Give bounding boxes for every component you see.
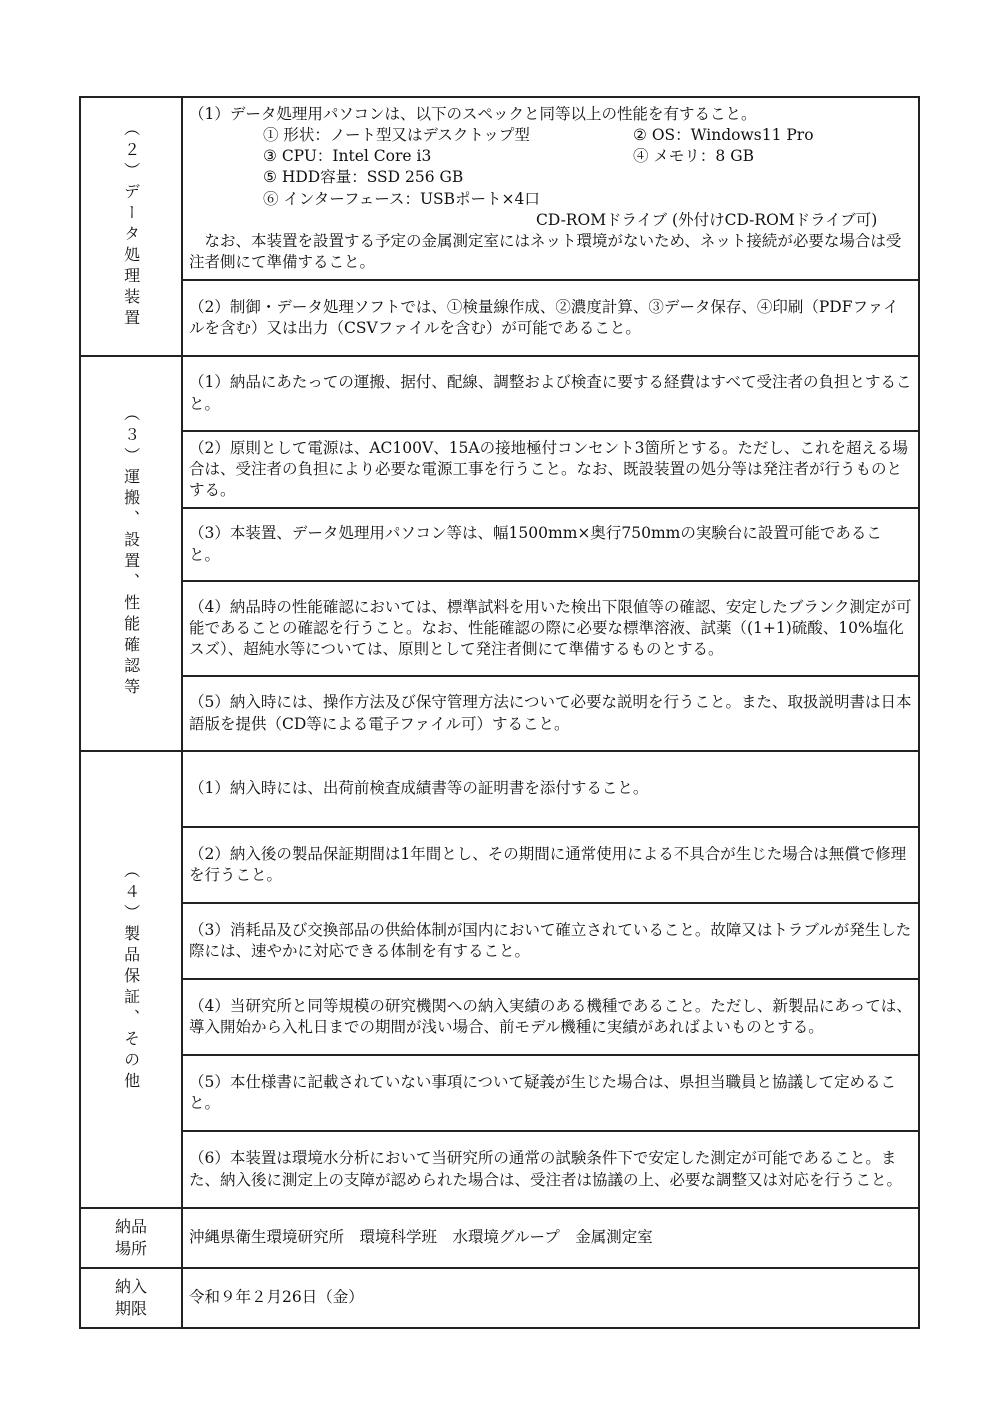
- section-label-data-processing: [80, 97, 182, 356]
- spec-cell: [182, 1055, 919, 1131]
- table-row: [80, 581, 919, 676]
- spec-text: （2）原則として電源は、AC100V、15Aの接地極付コンセント3箇所とする。ただし、これを超える場合は、受注者の負担により必要な電源工事を行うこと。なお、既設装置の処分等は発注者が行うものとする。: [189, 438, 908, 500]
- table-row: [80, 827, 919, 903]
- label-line: 場所: [114, 1239, 147, 1258]
- spec-text: （4）当研究所と同等規模の研究機関への納入実績のある機種であること。ただし、新製品にあっては、導入開始から入札日までの期間が浅い場合、前モデル機種に実績があればよいものとする。: [189, 996, 912, 1036]
- spec-cell: [182, 356, 919, 431]
- section-label-installation: [80, 356, 182, 751]
- table-row: [80, 97, 919, 280]
- table-row: [80, 751, 919, 827]
- spec-item: ⑥ インターフェース：USBポート×4口: [263, 189, 540, 208]
- section-label-warranty: [80, 751, 182, 1208]
- spec-text: （2）制御・データ処理ソフトでは、①検量線作成、②濃度計算、③データ保存、④印刷（PDFファイルを含む）又は出力（CSVファイルを含む）が可能であること。: [189, 297, 899, 337]
- spec-cell: [182, 1131, 919, 1208]
- table-row: [80, 431, 919, 508]
- spec-text: （6）本装置は環境水分析において当研究所の通常の試験条件下で安定した測定が可能であること。また、納入後に測定上の支障が認められた場合は、受注者は協議の上、必要な調整又は対応を行うこと。: [189, 1149, 903, 1189]
- table-row: [80, 1055, 919, 1131]
- delivery-deadline-value: 令和９年２月26日（金）: [182, 1268, 919, 1328]
- spec-item: CD-ROMドライブ (外付けCD-ROMドライブ可): [536, 210, 878, 229]
- delivery-deadline-label: [80, 1268, 182, 1328]
- spec-text: （2）納入後の製品保証期間は1年間とし、その期間に通常使用による不具合が生じた場合は無償で修理を行うこと。: [189, 844, 907, 884]
- table-row: [80, 979, 919, 1055]
- table-row: [80, 1208, 919, 1268]
- spec-text: （1）納品にあたっての運搬、据付、配線、調整および検査に要する経費はすべて受注者の負担とすること。: [189, 373, 912, 413]
- table-row: [80, 676, 919, 751]
- spec-item: ① 形状：ノート型又はデスクトップ型: [263, 126, 530, 145]
- spec-text: （1）納入時には、出荷前検査成績書等の証明書を添付すること。: [189, 779, 649, 798]
- spec-cell: [182, 431, 919, 508]
- spec-text: （5）本仕様書に記載されていない事項について疑義が生じた場合は、県担当職員と協議して定めること。: [189, 1072, 897, 1112]
- table-row: [80, 280, 919, 356]
- label-line: 納入: [114, 1277, 147, 1297]
- specification-table: [79, 96, 920, 1329]
- section-label-text: （３）運搬、設置、性能確認等: [121, 404, 141, 699]
- spec-cell: [182, 581, 919, 676]
- section-label-text: （２）データ処理装置: [121, 119, 141, 330]
- spec-cell: [182, 979, 919, 1055]
- spec-cell: [182, 903, 919, 979]
- table-row: [80, 1131, 919, 1208]
- spec-cell: [182, 827, 919, 903]
- label-line: 納品: [114, 1217, 147, 1237]
- spec-note: なお、本装置を設置する予定の金属測定室にはネット環境がないため、ネット接続が必要な場合は受注者側にて準備すること。: [189, 231, 902, 271]
- spec-cell: [182, 280, 919, 356]
- spec-item: ④ メモリ：8 GB: [633, 147, 754, 166]
- spec-cell: [182, 97, 919, 280]
- spec-cell: [182, 508, 919, 581]
- spec-item: ⑤ HDD容量：SSD 256 GB: [263, 168, 464, 187]
- spec-cell: [182, 676, 919, 751]
- delivery-place-value: 沖縄県衛生環境研究所 環境科学班 水環境グループ 金属測定室: [182, 1208, 919, 1268]
- table-row: [80, 903, 919, 979]
- spec-text: （4）納品時の性能確認においては、標準試料を用いた検出下限値等の確認、安定したブランク測定が可能であることの確認を行うこと。なお、性能確認の際に必要な標準溶液、試薬（(1+1)硫酸、10%塩化スズ）、超純水等については、原則として発注者側にて準備するものとする。: [189, 597, 912, 659]
- table-row: [80, 1268, 919, 1328]
- spec-text: （3）消耗品及び交換部品の供給体制が国内において確立されていること。故障又はトラブルが発生した際には、速やかに対応できる体制を有すること。: [189, 920, 912, 960]
- spec-item: ③ CPU：Intel Core i3: [263, 147, 432, 166]
- table-row: [80, 356, 919, 431]
- spec-text: （5）納入時には、操作方法及び保守管理方法について必要な説明を行うこと。また、取扱説明書は日本語版を提供（CD等による電子ファイル可）すること。: [189, 693, 912, 733]
- section-label-text: （４）製品保証、その他: [121, 862, 141, 1093]
- table-row: [80, 508, 919, 581]
- spec-intro: （1）データ処理用パソコンは、以下のスペックと同等以上の性能を有すること。: [189, 105, 757, 124]
- spec-cell: [182, 751, 919, 827]
- delivery-place-label: [80, 1208, 182, 1268]
- spec-list: [263, 125, 912, 230]
- label-line: 期限: [114, 1299, 147, 1318]
- spec-item: ② OS：Windows11 Pro: [633, 126, 814, 145]
- spec-text: （3）本装置、データ処理用パソコン等は、幅1500mm×奥行750mmの実験台に設置可能であること。: [189, 524, 882, 564]
